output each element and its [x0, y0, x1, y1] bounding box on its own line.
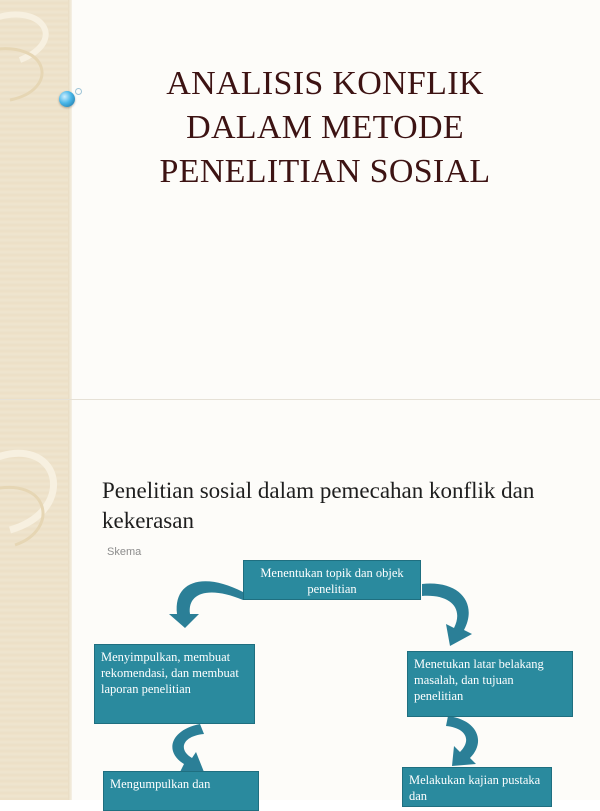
step-box: Menetukan latar belakang masalah, dan tujuan penelitian — [407, 651, 573, 717]
slide-title-text: ANALISIS KONFLIK DALAM METODE PENELITIAN SOSIAL — [159, 65, 491, 190]
bullet-ring-icon — [75, 88, 82, 95]
sidebar-border — [68, 0, 72, 400]
curved-arrow-icon — [440, 714, 490, 769]
arrow-icon — [258, 782, 398, 800]
sidebar-border — [68, 400, 72, 800]
decorative-sidebar — [0, 400, 68, 800]
sidebar-swirl-icon — [0, 0, 68, 400]
step-box: Menentukan topik dan objek penelitian — [243, 560, 421, 600]
curved-arrow-icon — [160, 722, 210, 777]
slide-title — [0, 0, 600, 400]
schema-label: Skema — [107, 546, 142, 558]
decorative-sidebar — [0, 0, 68, 400]
step-box: Menyimpulkan, membuat rekomendasi, dan membuat laporan penelitian — [94, 644, 255, 724]
curved-arrow-icon — [420, 580, 480, 650]
sidebar-swirl-icon — [0, 400, 68, 800]
slide-scheme — [0, 400, 600, 800]
step-box: Mengumpulkan dan — [103, 771, 259, 811]
curved-arrow-icon — [165, 570, 245, 630]
slide-heading: Penelitian sosial dalam pemecahan konflik dan kekerasan — [102, 478, 535, 533]
step-box: Melakukan kajian pustaka dan — [402, 767, 552, 807]
bullet-sphere-icon — [59, 91, 75, 107]
